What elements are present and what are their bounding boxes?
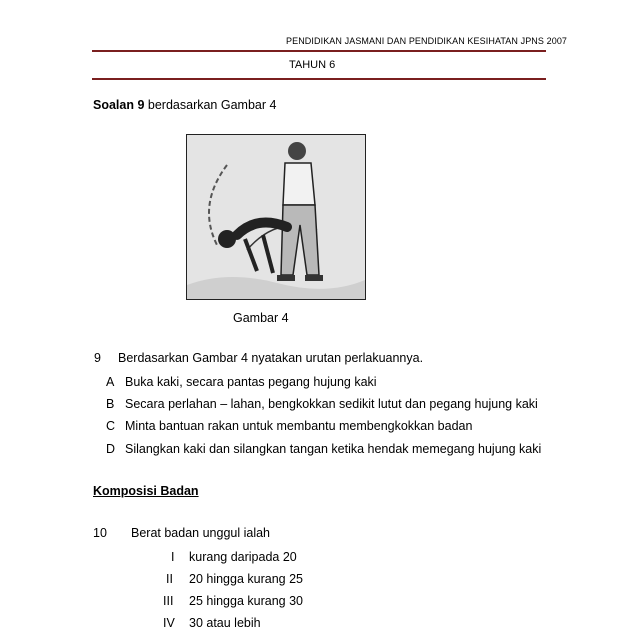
q10-number: 10 — [93, 526, 107, 540]
header-rule-2 — [92, 78, 546, 80]
q9-option-b-text: Secara perlahan – lahan, bengkokkan sedikit lutut dan pegang hujung kaki — [125, 397, 538, 411]
q10-item-ii-text: 20 hingga kurang 25 — [189, 572, 303, 586]
q10-item-iii-roman: III — [163, 594, 174, 608]
q10-stem: Berat badan unggul ialah — [131, 526, 271, 540]
q10-item-ii-roman: II — [166, 572, 173, 586]
section-heading: Komposisi Badan — [93, 484, 199, 498]
q9-option-a-letter: A — [106, 375, 115, 389]
q9-option-c-letter: C — [106, 419, 116, 433]
header-year: TAHUN 6 — [289, 59, 336, 71]
q10-item-iii-text: 25 hingga kurang 30 — [189, 594, 303, 608]
q9-stem: Berdasarkan Gambar 4 nyatakan urutan perlakuannya. — [118, 351, 424, 365]
q9-number: 9 — [94, 351, 101, 365]
q10-item-iv-roman: IV — [163, 616, 175, 630]
q9-option-d-text: Silangkan kaki dan silangkan tangan ketika hendak memegang hujung kaki — [125, 442, 542, 456]
q10-item-iv-text: 30 atau lebih — [189, 616, 261, 630]
question-intro-bold: Soalan 9 — [93, 98, 145, 112]
bending-person-icon — [187, 135, 365, 299]
q10-item-i-roman: I — [171, 550, 175, 564]
question-intro-rest: berdasarkan Gambar 4 — [144, 98, 277, 112]
figure-caption: Gambar 4 — [233, 311, 289, 325]
q9-option-a-text: Buka kaki, secara pantas pegang hujung kaki — [125, 375, 377, 389]
header-rule — [92, 50, 546, 52]
q9-option-b-letter: B — [106, 397, 115, 411]
q9-option-d-letter: D — [106, 442, 116, 456]
q9-option-c-text: Minta bantuan rakan untuk membantu membengkokkan badan — [125, 419, 473, 433]
header-title: PENDIDIKAN JASMANI DAN PENDIDIKAN KESIHATAN JPNS 2007 — [286, 36, 568, 46]
question-intro — [93, 98, 276, 112]
q10-item-i-text: kurang daripada 20 — [189, 550, 297, 564]
figure-image — [186, 134, 366, 300]
